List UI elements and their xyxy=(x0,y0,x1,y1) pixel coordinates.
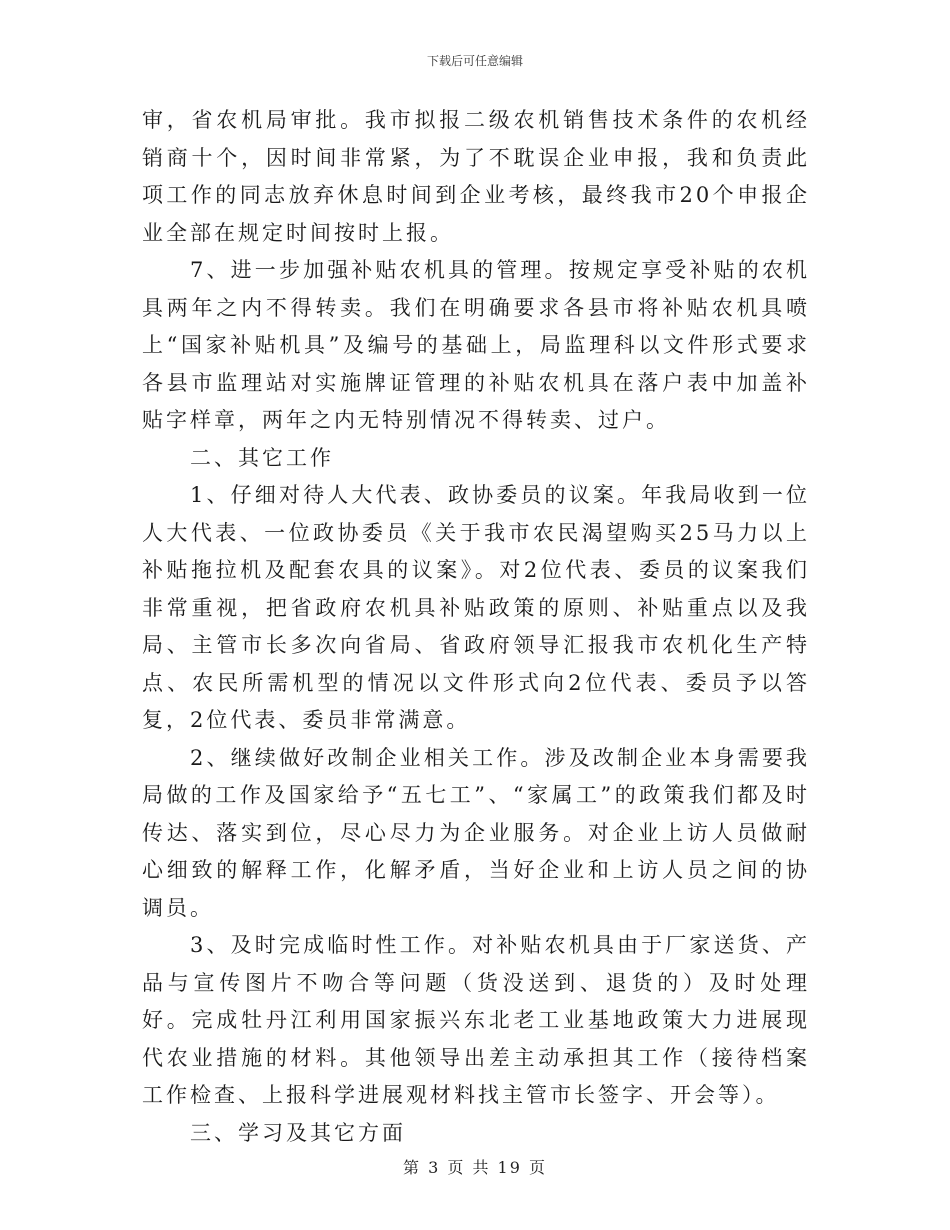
paragraph-item-7: 7、进一步加强补贴农机具的管理。按规定享受补贴的农机具两年之内不得转卖。我们在明确要求各县市将补贴农机具喷上“国家补贴机具”及编号的基础上，局监理科以文件形式要求各县市监理站对实施牌证管理的补贴农机具在落户表中加盖补贴字样章，两年之内无特别情况不得转卖、过户。 xyxy=(142,258,810,432)
paragraph-item-1: 1、仔细对待人大代表、政协委员的议案。年我局收到一位人大代表、一位政协委员《关于我市农民渴望购买25马力以上补贴拖拉机及配套农具的议案》。对2位代表、委员的议案我们非常重视，把省政府农机具补贴政策的原则、补贴重点以及我局、主管市长多次向省局、省政府领导汇报我市农机化生产特点、农民所需机型的情况以文件形式向2位代表、委员予以答复，2位代表、委员非常满意。 xyxy=(142,483,810,732)
paragraph-continuation: 审，省农机局审批。我市拟报二级农机销售技术条件的农机经销商十个，因时间非常紧，为了不耽误企业申报，我和负责此项工作的同志放弃休息时间到企业考核，最终我市20个申报企业全部在规定时间按时上报。 xyxy=(142,108,810,245)
document-body xyxy=(142,102,810,1152)
section-heading-other-work: 二、其它工作 xyxy=(190,445,334,470)
section-heading-study: 三、学习及其它方面 xyxy=(190,1120,406,1145)
page-header: 下载后可任意编辑 xyxy=(426,54,523,68)
page-number: 第 3 页 共 19 页 xyxy=(403,1158,547,1177)
paragraph-item-2: 2、继续做好改制企业相关工作。涉及改制企业本身需要我局做的工作及国家给予“五七工”、“家属工”的政策我们都及时传达、落实到位，尽心尽力为企业服务。对企业上访人员做耐心细致的解释工作，化解矛盾，当好企业和上访人员之间的协调员。 xyxy=(142,745,810,920)
paragraph-item-3: 3、及时完成临时性工作。对补贴农机具由于厂家送货、产品与宣传图片不吻合等问题（货没送到、退货的）及时处理好。完成牡丹江利用国家振兴东北老工业基地政策大力进展现代农业措施的材料。其他领导出差主动承担其工作（接待档案工作检查、上报科学进展观材料找主管市长签字、开会等）。 xyxy=(142,933,810,1107)
